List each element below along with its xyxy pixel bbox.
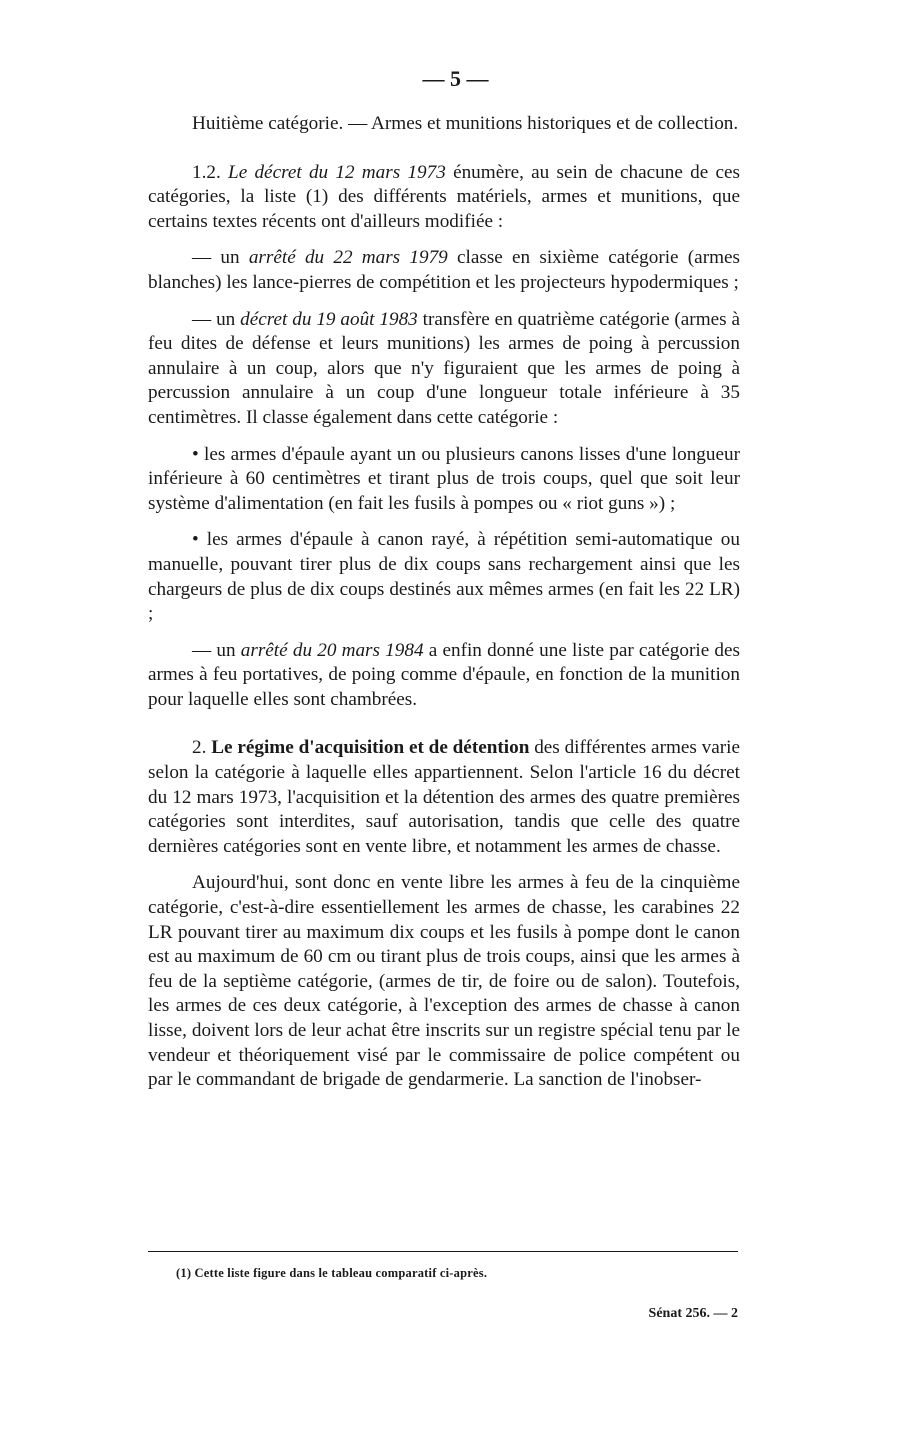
paragraph-decret-1973: 1.2. Le décret du 12 mars 1973 énumère, au sein de chacune de ces catégories, la liste (1) des différents matériels, armes et munitions, que certains textes récents ont d'ailleurs modifiée : [148,161,740,232]
bullet-item-canons-lisses: • les armes d'épaule ayant un ou plusieurs canons lisses d'une longueur inférieure à 60 centimètres et tirant plus de trois coups, quel que soit leur système d'alimentation (en fait les fusils à pompes ou « riot guns ») ; [148,443,740,514]
section-heading: Le régime d'acquisition et de détention [211,737,530,759]
decree-reference: arrêté du 20 mars 1984 [240,639,424,661]
footnote-divider [148,1251,738,1252]
decree-reference: Le décret du 12 mars 1973 [228,161,446,183]
decree-reference: arrêté du 22 mars 1979 [248,247,448,269]
paragraph-arrete-1984: — un arrêté du 20 mars 1984 a enfin donné une liste par catégorie des armes à feu portatives, de poing comme d'épaule, en fonction de la munition pour laquelle elles sont chambrées. [148,639,740,710]
footnote: (1) Cette liste figure dans le tableau comparatif ci-après. [176,1266,488,1280]
body-text [148,112,740,1093]
paragraph-arrete-1979: — un arrêté du 22 mars 1979 classe en sixième catégorie (armes blanches) les lance-pierres de compétition et les projecteurs hypodermiques ; [148,247,740,293]
page-number: — 5 — [422,66,489,91]
paragraph-regime-acquisition: 2. Le régime d'acquisition et de détention des différentes armes varie selon la catégorie à laquelle elles appartiennent. Selon l'article 16 du décret du 12 mars 1973, l'acquisition et la détention des armes des quatre premières catégories sont interdites, sauf autorisation, tandis que celle des quatre dernières catégories sont en vente libre, et notamment les armes de chasse. [148,737,741,857]
paragraph-huitieme-categorie: Huitième catégorie. — Armes et munitions historiques et de collection. [192,113,739,134]
document-signature: Sénat 256. — 2 [648,1306,738,1321]
decree-reference: décret du 19 août 1983 [240,308,418,330]
section-number: 2. [192,737,212,759]
paragraph-decret-1983: — un décret du 19 août 1983 transfère en quatrième catégorie (armes à feu dites de défense et leurs munitions) les armes de poing à percussion annulaire à un coup, alors que n'y figuraient que les armes de poing à percussion annulaire à un coup d'une longueur totale inférieure à 35 centimètres. Il classe également dans cette catégorie : [148,308,741,428]
paragraph-vente-libre: Aujourd'hui, sont donc en vente libre les armes à feu de la cinquième catégorie, c'est-à-dire essentiellement les armes de chasse, les carabines 22 LR pouvant tirer au maximum dix coups et les fusils à pompe dont le canon est au maximum de 60 cm ou tirant plus de trois coups, ainsi que les armes à feu de la septième catégorie, (armes de tir, de foire ou de salon). Toutefois, les armes de ces deux catégorie, à l'exception des armes de chasse à canon lisse, doivent lors de leur achat être inscrits sur un registre spécial tenu par le vendeur et théoriquement visé par le commissaire de police compétent ou par le commandant de brigade de gendarmerie. La sanction de l'inobser- [148,872,740,1091]
bullet-item-canon-raye: • les armes d'épaule à canon rayé, à répétition semi-automatique ou manuelle, pouvant tirer plus de dix coups sans rechargement ainsi que les chargeurs de plus de dix coups destinés aux mêmes armes (en fait les 22 LR) ; [148,529,740,625]
section-number: 1.2. [192,161,229,183]
